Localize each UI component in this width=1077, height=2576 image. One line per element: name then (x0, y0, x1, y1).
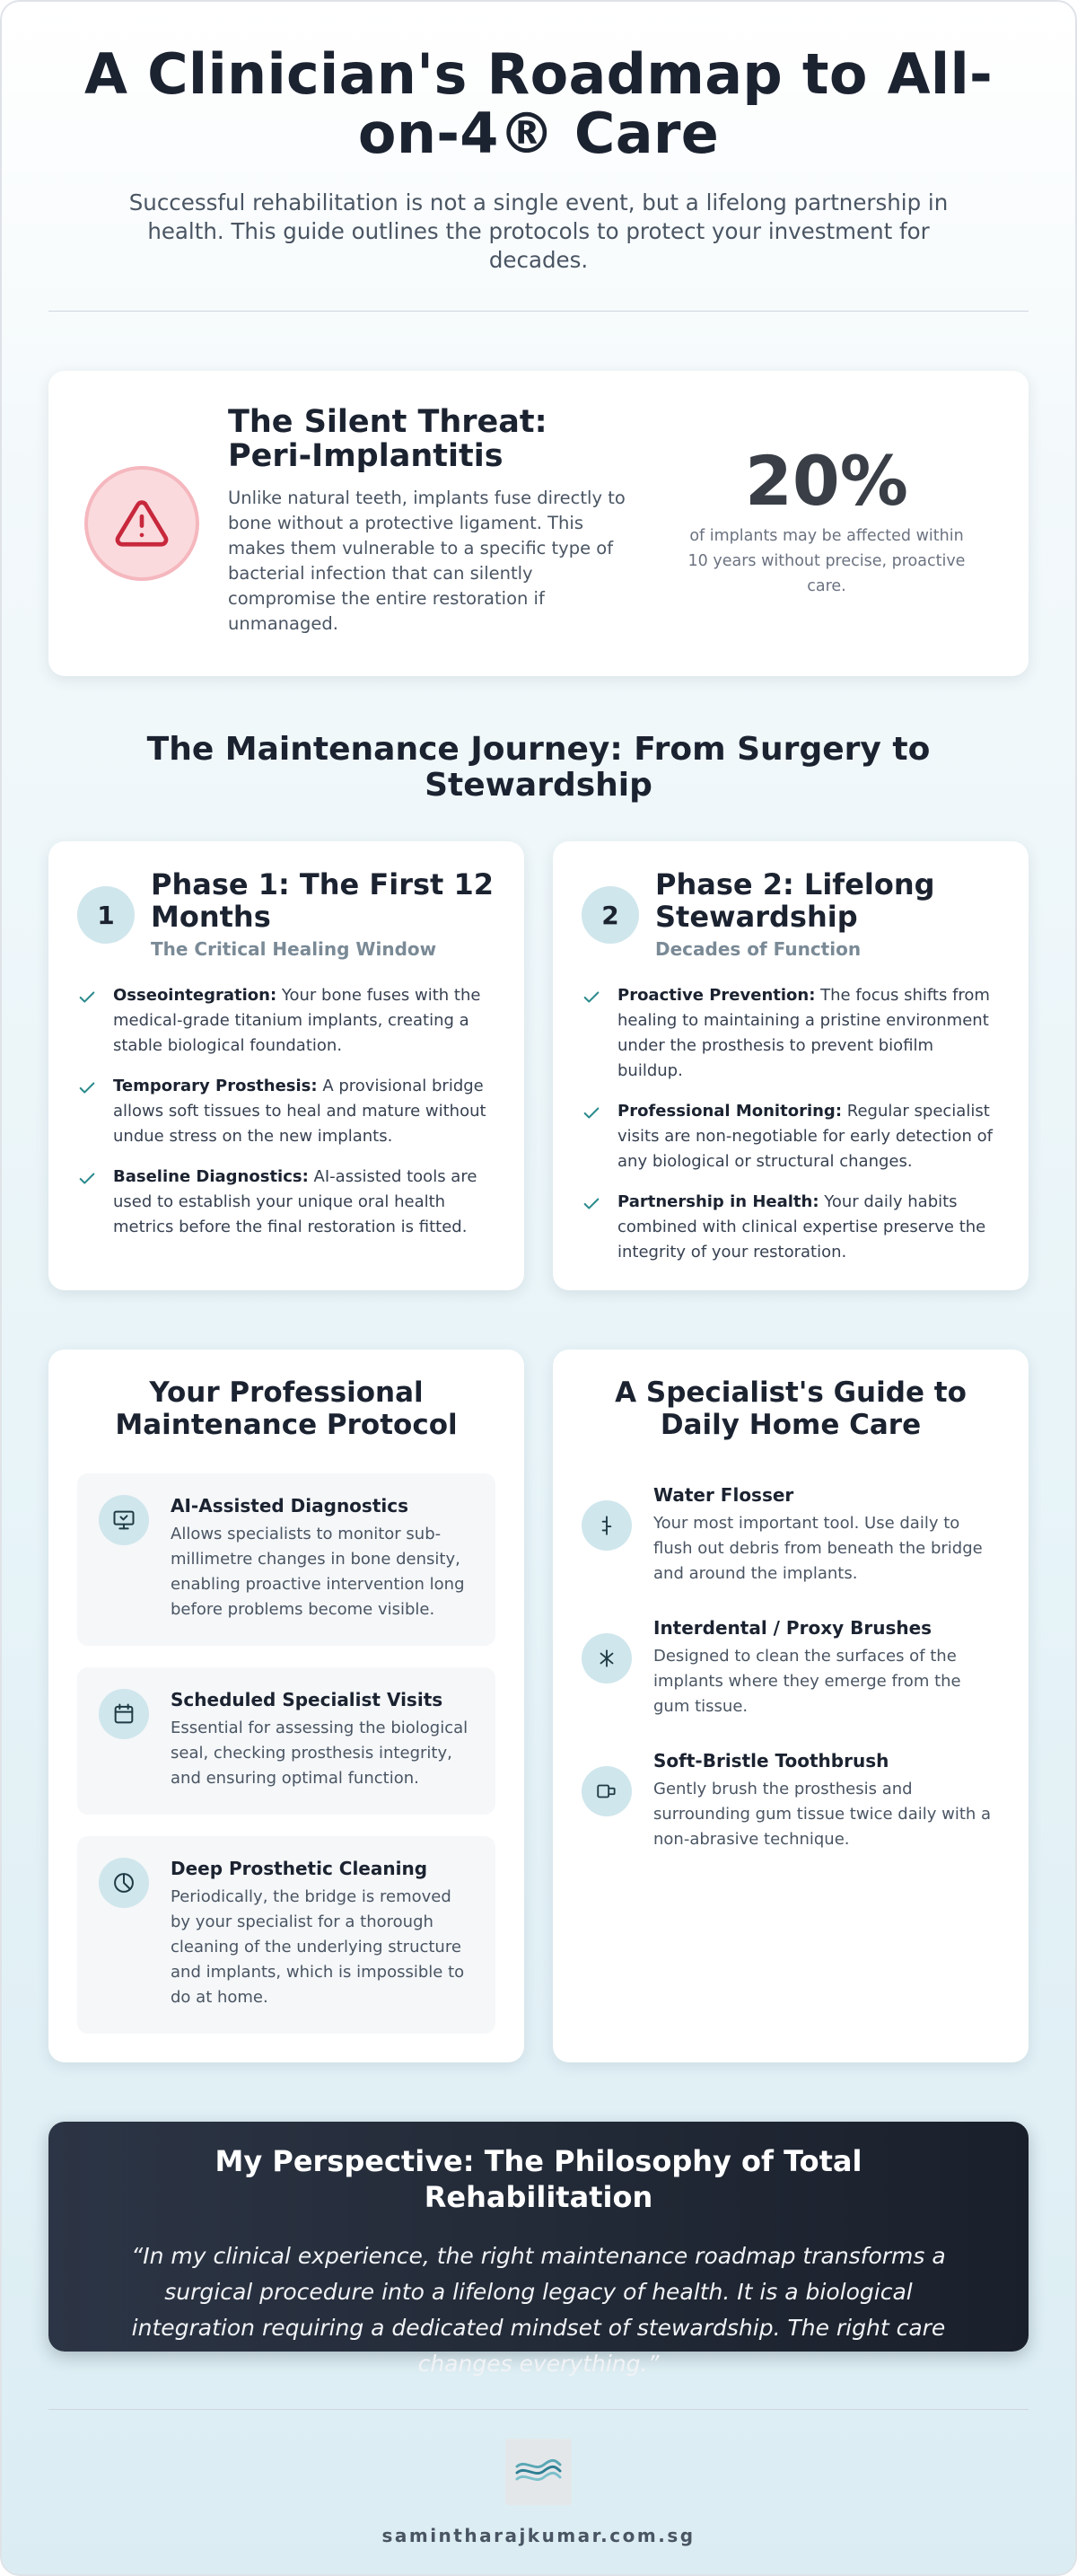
list-item (582, 1190, 1000, 1265)
header-divider (48, 311, 1029, 312)
item-label: Professional Monitoring: (617, 1102, 843, 1121)
page-intro: Successful rehabilitation is not a single event, but a lifelong partnership in health. This guide outlines the protocols to protect your investment for decades. (128, 189, 949, 273)
item-label: Baseline Diagnostics: (113, 1167, 309, 1186)
threat-card (48, 371, 1029, 676)
list-item (582, 1099, 1000, 1174)
phase-subtitle: Decades of Function (655, 938, 862, 960)
item-text: Allows specialists to monitor sub-millimetre changes in bone density, enabling proactive intervention long before problems become visible. (171, 1525, 465, 1619)
home-care-title: A Specialist's Guide to Daily Home Care (615, 1376, 967, 1441)
phase-card-2 (553, 841, 1029, 1290)
check-icon (77, 1078, 97, 1098)
journey-title: The Maintenance Journey: From Surgery to Stewardship (146, 731, 931, 804)
item-text: A provisional bridge allows soft tissues to heal and mature without undue stress on the new implants. (113, 1077, 486, 1146)
stat-caption: of implants may be affected within 10 years without precise, proactive care. (687, 527, 966, 595)
item-title: AI-Assisted Diagnostics (171, 1495, 408, 1517)
care-item (582, 1484, 1000, 1587)
check-icon (77, 988, 97, 1007)
toothbrush-icon (582, 1766, 632, 1816)
water-flosser-icon (582, 1500, 632, 1551)
phases-row (48, 804, 1029, 1290)
item-title: Deep Prosthetic Cleaning (171, 1858, 428, 1879)
item-text: Your bone fuses with the medical-grade titanium implants, creating a stable biological foundation. (113, 986, 481, 1055)
page-header (48, 2, 1029, 275)
home-care-card (553, 1350, 1029, 2062)
item-text: Your most important tool. Use daily to flush out debris from beneath the bridge and around the implants. (653, 1514, 983, 1583)
perspective-title: My Perspective: The Philosophy of Total Rehabilitation (215, 2144, 862, 2214)
item-title: Water Flosser (653, 1484, 794, 1506)
item-title: Soft-Bristle Toothbrush (653, 1750, 889, 1772)
item-title: Scheduled Specialist Visits (171, 1689, 443, 1710)
protocol-card (48, 1350, 524, 2062)
phase-title: Phase 1: The First 12 Months (151, 867, 494, 934)
footer-divider (48, 2409, 1029, 2410)
site-link[interactable]: samintharajkumar.com.sg (381, 2525, 696, 2546)
warning-triangle-icon (84, 466, 199, 581)
item-text: Periodically, the bridge is removed by your specialist for a thorough cleaning of the underlying structure and implants, which is impossible to do at home. (171, 1887, 465, 2007)
pie-chart-icon (99, 1858, 149, 1908)
calendar-icon (99, 1689, 149, 1739)
perspective-quote: “In my clinical experience, the right maintenance roadmap transforms a surgical procedure into a lifelong legacy of health. It is a biological integration requiring a dedicated mindset of stewardship. The right care changes everything.” (131, 2243, 946, 2377)
item-title: Interdental / Proxy Brushes (653, 1617, 933, 1639)
monitor-icon (99, 1495, 149, 1545)
protocol-title: Your Professional Maintenance Protocol (115, 1376, 458, 1441)
item-text: Regular specialist visits are non-negotiable for early detection of any biological or structural changes. (617, 1102, 994, 1171)
list-item (582, 983, 1000, 1084)
item-text: AI-assisted tools are used to establish your unique oral health metrics before the final restoration is fitted. (113, 1167, 477, 1236)
item-text: The focus shifts from healing to maintaining a pristine environment under the prosthesis to prevent biofilm buildup. (617, 986, 990, 1080)
perspective-panel (48, 2122, 1029, 2377)
threat-title: The Silent Threat: Peri-Implantitis (228, 404, 547, 474)
phase-number: 2 (582, 886, 639, 944)
item-label: Proactive Prevention: (617, 986, 816, 1005)
threat-body: Unlike natural teeth, implants fuse directly to bone without a protective ligament. This makes them vulnerable to a specific type of bacterial infection that can silently compromise the entire restoration if unmanaged. (228, 488, 626, 634)
wave-logo-icon (505, 2439, 572, 2505)
phase-card-1 (48, 841, 524, 1290)
stat-value: 20% (745, 441, 908, 521)
item-label: Osseointegration: (113, 986, 277, 1005)
protocol-item (77, 1473, 495, 1646)
protocol-item (77, 1836, 495, 2034)
check-icon (582, 1103, 601, 1123)
item-text: Your daily habits combined with clinical expertise preserve the integrity of your restoration. (617, 1192, 986, 1262)
item-text: Gently brush the prosthesis and surrounding gum tissue twice daily with a non-abrasive technique. (653, 1780, 992, 1849)
phase-title: Phase 2: Lifelong Stewardship (655, 867, 935, 934)
check-icon (582, 1194, 601, 1214)
list-item (77, 983, 495, 1059)
check-icon (77, 1169, 97, 1189)
item-label: Partnership in Health: (617, 1192, 819, 1211)
care-row (48, 1290, 1029, 2062)
phase-subtitle: The Critical Healing Window (151, 938, 437, 960)
item-label: Temporary Prosthesis: (113, 1077, 318, 1095)
check-icon (582, 988, 601, 1007)
brush-icon (582, 1633, 632, 1684)
care-item (582, 1617, 1000, 1719)
list-item (77, 1165, 495, 1240)
list-item (77, 1074, 495, 1149)
phase-number: 1 (77, 886, 135, 944)
care-item (582, 1750, 1000, 1852)
page-title: A Clinician's Roadmap to All-on-4® Care (83, 41, 994, 166)
item-text: Essential for assessing the biological seal, checking prosthesis integrity, and ensuring optimal function. (171, 1719, 468, 1788)
protocol-item (77, 1667, 495, 1815)
threat-stat (679, 441, 975, 599)
item-text: Designed to clean the surfaces of the implants where they emerge from the gum tissue. (653, 1647, 961, 1716)
